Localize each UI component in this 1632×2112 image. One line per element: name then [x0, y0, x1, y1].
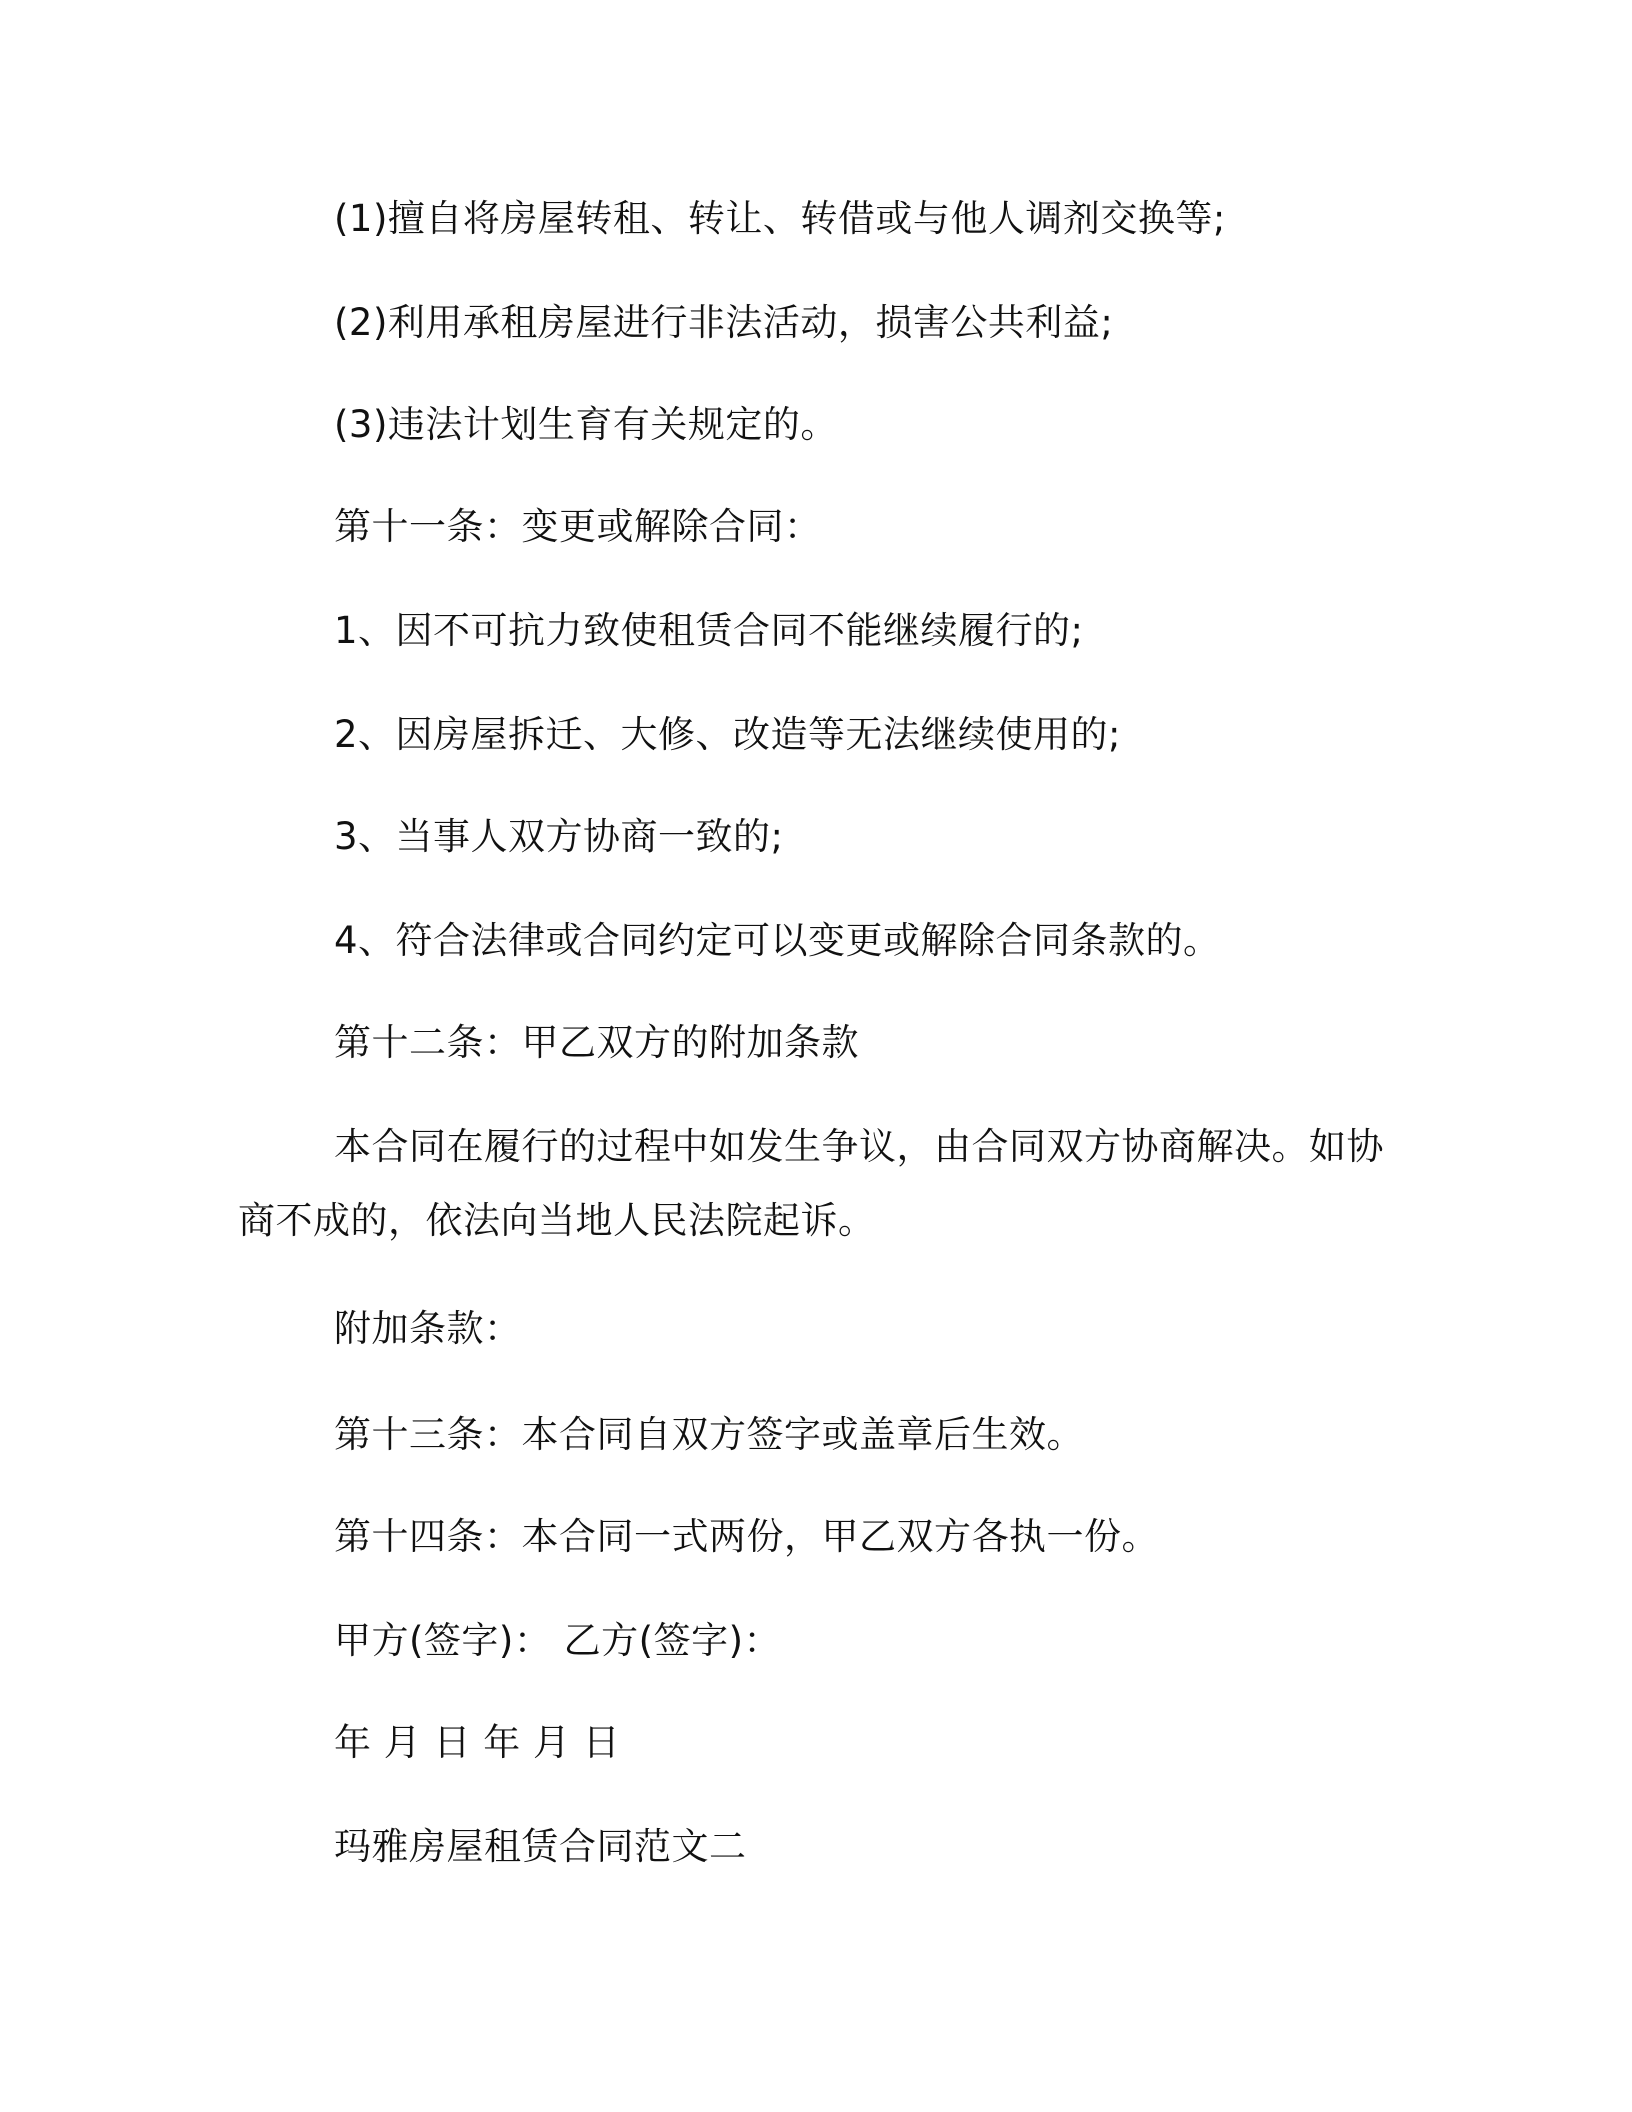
- article-13: 第十三条：本合同自双方签字或盖章后生效。: [334, 1413, 1084, 1456]
- section-title: 玛雅房屋租赁合同范文二: [334, 1825, 747, 1868]
- article-14: 第十四条：本合同一式两份，甲乙双方各执一份。: [334, 1515, 1159, 1558]
- clause-item-2: (2)利用承租房屋进行非法活动，损害公共利益;: [334, 301, 1114, 344]
- article-11-heading: 第十一条：变更或解除合同：: [334, 505, 822, 548]
- clause-item-3: (3)违法计划生育有关规定的。: [334, 403, 838, 446]
- signature-line: 甲方(签字)： 乙方(签字)：: [334, 1619, 782, 1662]
- article-12-heading: 第十二条：甲乙双方的附加条款: [334, 1021, 859, 1064]
- article-11-item-4: 4、符合法律或合同约定可以变更或解除合同条款的。: [334, 919, 1221, 962]
- clause-item-1: (1)擅自将房屋转租、转让、转借或与他人调剂交换等;: [334, 197, 1226, 240]
- article-11-item-2: 2、因房屋拆迁、大修、改造等无法继续使用的;: [334, 713, 1122, 756]
- additional-terms-label: 附加条款：: [334, 1307, 522, 1350]
- article-11-item-1: 1、因不可抗力致使租赁合同不能继续履行的;: [334, 609, 1084, 652]
- dispute-paragraph-line-1: 本合同在履行的过程中如发生争议，由合同双方协商解决。如协: [334, 1125, 1384, 1168]
- date-line: 年 月 日 年 月 日: [334, 1721, 621, 1764]
- article-11-item-3: 3、当事人双方协商一致的;: [334, 815, 784, 858]
- dispute-paragraph-line-2: 商不成的，依法向当地人民法院起诉。: [238, 1199, 876, 1242]
